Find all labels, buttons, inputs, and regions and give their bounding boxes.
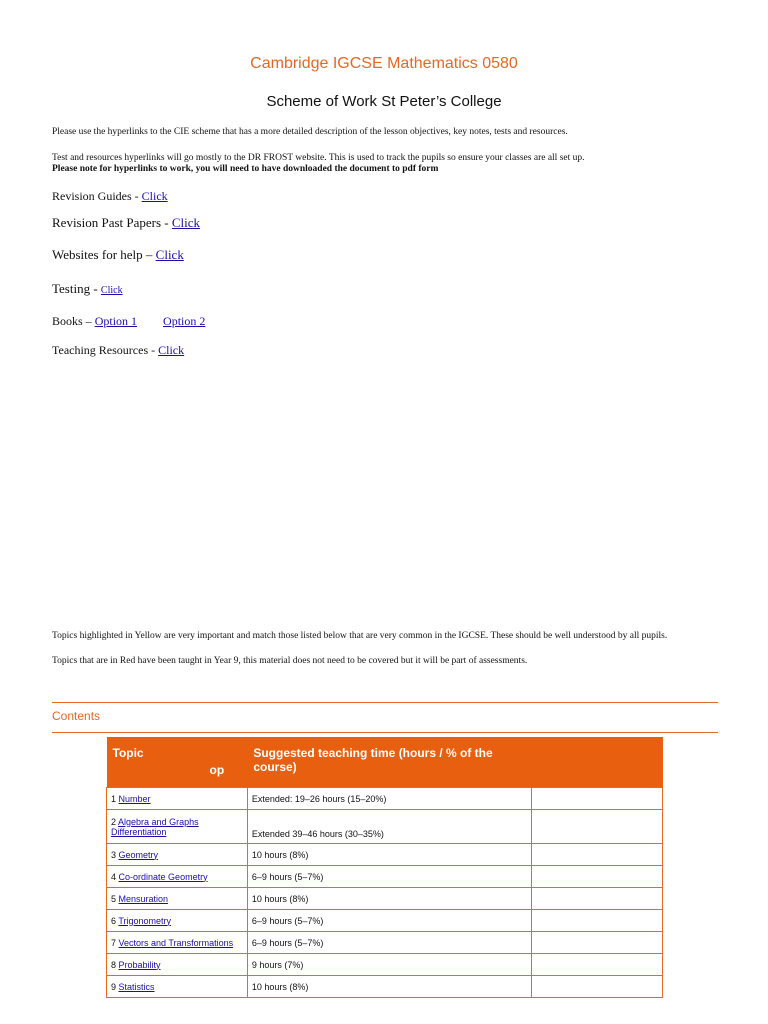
- document-title: Cambridge IGCSE Mathematics 0580: [250, 55, 518, 72]
- topic-cell: [107, 976, 248, 998]
- topic-link-number[interactable]: Number: [118, 793, 151, 804]
- extra-cell: [532, 866, 663, 888]
- document-subtitle: Scheme of Work St Peter’s College: [266, 93, 502, 110]
- revision-papers-line: [52, 215, 200, 231]
- websites-link[interactable]: Click: [155, 247, 184, 262]
- topic-link-mensuration[interactable]: Mensuration: [118, 893, 169, 904]
- books-option2-link[interactable]: Option 2: [163, 314, 206, 328]
- topic-cell: [107, 788, 248, 810]
- time-cell: 10 hours (8%): [247, 888, 531, 910]
- topic-number: 5: [111, 893, 117, 904]
- extra-cell: [532, 976, 663, 998]
- red-highlight-note: Topics that are in Red have been taught in Year 9, this material does not need to be covered but it will be part of assessments.: [52, 656, 528, 666]
- table-row: [107, 888, 663, 910]
- contents-table: [106, 737, 663, 998]
- time-cell: 10 hours (8%): [247, 976, 531, 998]
- books-label: Books –: [52, 314, 95, 328]
- revision-guides-label: Revision Guides -: [52, 189, 142, 203]
- table-row: [107, 910, 663, 932]
- table-row: [107, 788, 663, 810]
- header-topic: [107, 737, 248, 788]
- extra-cell: [532, 932, 663, 954]
- table-row: [107, 954, 663, 976]
- websites-label: Websites for help –: [52, 247, 156, 262]
- teaching-resources-line: [52, 343, 184, 358]
- header-blank: [532, 737, 663, 788]
- table-row: [107, 976, 663, 998]
- topic-number: 3: [111, 849, 117, 860]
- topic-cell: [107, 866, 248, 888]
- header-time: Suggested teaching time (hours / % of the course): [247, 737, 531, 788]
- topic-number: 2: [111, 816, 117, 827]
- books-option1-link[interactable]: Option 1: [94, 314, 138, 328]
- topic-cell: [107, 810, 248, 844]
- websites-line: [52, 247, 184, 263]
- testing-label: Testing -: [52, 281, 101, 296]
- revision-guides-link[interactable]: Click: [141, 189, 168, 203]
- topic-cell: [107, 932, 248, 954]
- header-topic-label: Topic: [112, 746, 144, 760]
- topic-number: 9: [111, 981, 117, 992]
- time-cell: 9 hours (7%): [247, 954, 531, 976]
- revision-guides-line: [52, 189, 168, 204]
- time-cell: [247, 810, 531, 844]
- header-op-label: op: [209, 763, 225, 777]
- extra-cell: [532, 954, 663, 976]
- table-header-row: [107, 737, 663, 788]
- revision-papers-label: Revision Past Papers -: [52, 215, 172, 230]
- contents-bottom-rule: [52, 732, 718, 733]
- topic-link-trigonometry[interactable]: Trigonometry: [118, 915, 172, 926]
- table-row: [107, 932, 663, 954]
- yellow-highlight-note: Topics highlighted in Yellow are very important and match those listed below that are very common in the IGCSE. These should be well understood by all pupils.: [52, 631, 668, 641]
- time-cell: 6–9 hours (5–7%): [247, 866, 531, 888]
- topic-cell: [107, 910, 248, 932]
- topic-link-coordinate-geometry[interactable]: Co-ordinate Geometry: [118, 871, 208, 882]
- time-cell: Extended: 19–26 hours (15–20%): [247, 788, 531, 810]
- table-row: [107, 844, 663, 866]
- topic-link-algebra[interactable]: Algebra and Graphs: [118, 816, 199, 827]
- topic-cell: [107, 888, 248, 910]
- books-line: [52, 314, 205, 329]
- extra-cell: [532, 788, 663, 810]
- topic-number: 8: [111, 959, 117, 970]
- topic-cell: [107, 954, 248, 976]
- topic-number: 6: [111, 915, 117, 926]
- topic-number: 7: [111, 937, 117, 948]
- time-cell: 6–9 hours (5–7%): [247, 932, 531, 954]
- extra-cell: [532, 888, 663, 910]
- extra-cell: [532, 844, 663, 866]
- table-row: [107, 810, 663, 844]
- time-cell: 10 hours (8%): [247, 844, 531, 866]
- dr-frost-paragraph: Test and resources hyperlinks will go mostly to the DR FROST website. This is used to track the pupils so ensure your classes are all set up.: [52, 153, 585, 163]
- teaching-resources-link[interactable]: Click: [158, 343, 185, 357]
- contents-heading: Contents: [52, 709, 101, 723]
- extra-cell: [532, 810, 663, 844]
- topic-link-vectors[interactable]: Vectors and Transformations: [118, 937, 234, 948]
- topic-link-statistics[interactable]: Statistics: [118, 981, 155, 992]
- testing-link[interactable]: Click: [100, 285, 123, 296]
- topic-number: 4: [111, 871, 117, 882]
- time-value: Extended 39–46 hours (30–35%): [251, 829, 384, 839]
- contents-top-rule: [52, 702, 718, 703]
- topic-cell: [107, 844, 248, 866]
- topic-link-differentiation[interactable]: Differentiation: [111, 826, 167, 837]
- teaching-resources-label: Teaching Resources -: [52, 343, 159, 357]
- extra-cell: [532, 910, 663, 932]
- intro-paragraph: Please use the hyperlinks to the CIE scheme that has a more detailed description of the lesson objectives, key notes, tests and resources.: [52, 127, 568, 137]
- topic-link-probability[interactable]: Probability: [118, 959, 161, 970]
- testing-line: [52, 281, 123, 297]
- pdf-note: Please note for hyperlinks to work, you will need to have downloaded the document to pdf form: [52, 164, 439, 174]
- topic-link-geometry[interactable]: Geometry: [118, 849, 159, 860]
- revision-papers-link[interactable]: Click: [171, 215, 201, 230]
- topic-number: 1: [111, 793, 117, 804]
- table-row: [107, 866, 663, 888]
- time-cell: 6–9 hours (5–7%): [247, 910, 531, 932]
